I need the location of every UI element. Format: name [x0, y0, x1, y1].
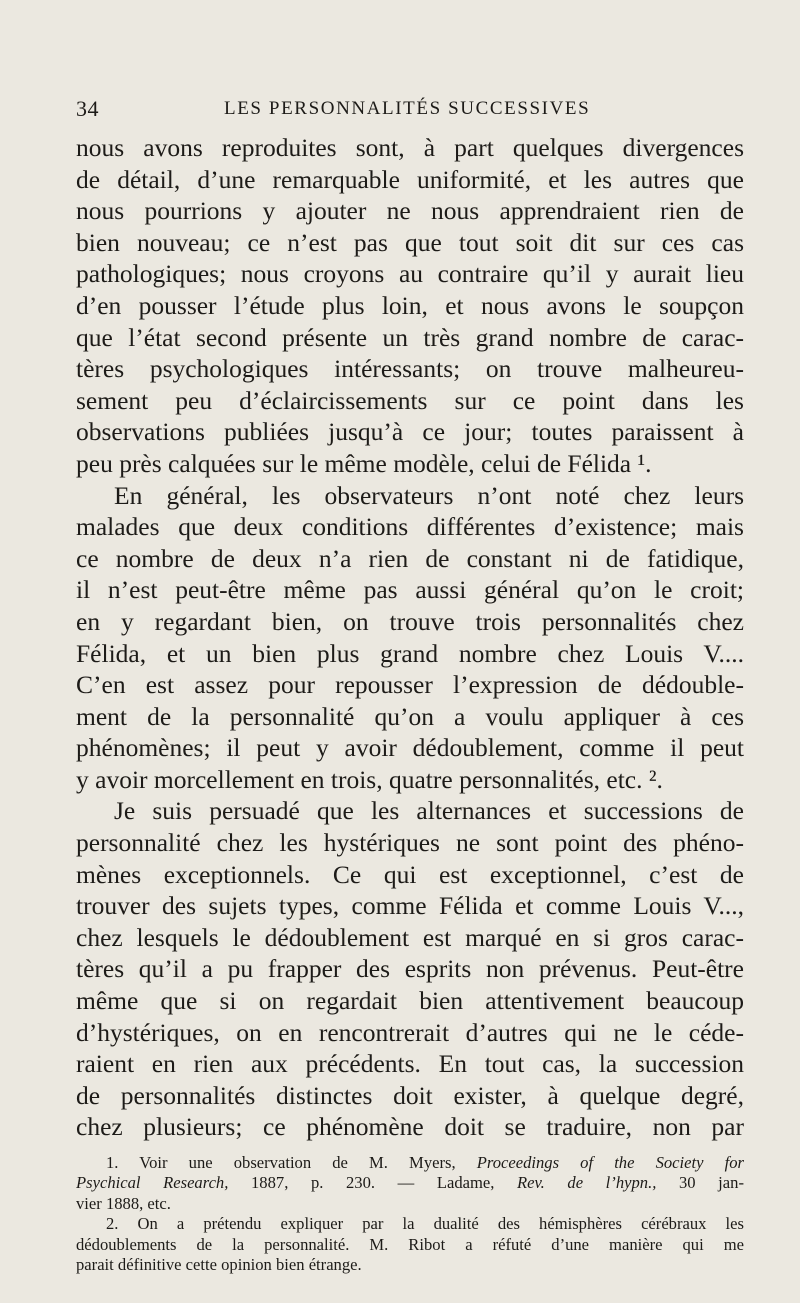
text-line: y avoir morcellement en trois, quatre personnalités, etc. ².	[76, 764, 663, 794]
footnote-1-line	[76, 1153, 744, 1173]
text-line: malades que deux conditions différentes d’existence; mais	[76, 512, 744, 542]
footnote-italic-title: Rev. de l’hypn.,	[517, 1173, 657, 1193]
footnote-2-line: parait définitive cette opinion bien étrange.	[76, 1254, 362, 1274]
text-line: en y regardant bien, on trouve trois personnalités chez	[76, 606, 744, 636]
footnote-2-line: dédoublements de la personnalité. M. Ribot a réfuté d’une manière qui me	[76, 1234, 744, 1254]
text-line: tères qu’il a pu frapper des esprits non prévenus. Peut-être	[76, 954, 744, 984]
text-line: trouver des sujets types, comme Félida et comme Louis V...,	[76, 891, 744, 921]
text-line: Félida, et un bien plus grand nombre chez Louis V....	[76, 638, 744, 668]
text-line: nous avons reproduites sont, à part quelques divergences	[76, 133, 744, 162]
footnote-text: 1887, p. 230. — Ladame,	[251, 1173, 495, 1193]
text-line: phénomènes; il peut y avoir dédoublement, comme il peut	[76, 733, 744, 763]
footnote-italic-title: Psychical Research,	[76, 1173, 229, 1193]
text-line: sement peu d’éclaircissements sur ce point dans les	[76, 385, 744, 415]
footnote-1-line: vier 1888, etc.	[76, 1193, 171, 1213]
footnote-1-line	[76, 1173, 744, 1193]
text-line: peu près calquées sur le même modèle, celui de Félida ¹.	[76, 448, 652, 478]
text-line: ment de la personnalité qu’on a voulu appliquer à ces	[76, 701, 744, 731]
text-line: tères psychologiques intéressants; on trouve malheureu-	[76, 354, 744, 384]
text-line: d’en pousser l’étude plus loin, et nous avons le soupçon	[76, 290, 744, 320]
text-line: même que si on regardait bien attentivement beaucoup	[76, 986, 744, 1016]
text-line: Je suis persuadé que les alternances et successions de	[114, 796, 744, 826]
text-line: il n’est peut-être même pas aussi général qu’on le croit;	[76, 575, 744, 605]
footnote-text: 30 jan-	[678, 1173, 744, 1193]
text-line: mènes exceptionnels. Ce qui est exceptionnel, c’est de	[76, 859, 744, 889]
text-line: bien nouveau; ce n’est pas que tout soit dit sur ces cas	[76, 227, 744, 257]
text-line: raient en rien aux précédents. En tout cas, la succession	[76, 1049, 744, 1079]
text-line: personnalité chez les hystériques ne sont point des phéno-	[76, 828, 744, 858]
footnotes	[76, 1153, 744, 1275]
text-line: de détail, d’une remarquable uniformité, et les autres que	[76, 164, 744, 194]
text-line: C’en est assez pour repousser l’expression de dédouble-	[76, 670, 744, 700]
text-line: de personnalités distinctes doit exister, à quelque degré,	[76, 1080, 744, 1110]
text-line: observations publiées jusqu’à ce jour; toutes paraissent à	[76, 417, 744, 447]
text-line: nous pourrions y ajouter ne nous apprendraient rien de	[76, 196, 744, 226]
footnote-italic-title: Proceedings of the Society for	[476, 1153, 744, 1172]
text-line: chez plusieurs; ce phénomène doit se traduire, non par	[76, 1112, 744, 1142]
text-line: ce nombre de deux n’a rien de constant ni de fatidique,	[76, 543, 744, 573]
footnote-text: 1. Voir une observation de M. Myers,	[106, 1153, 456, 1172]
text-line: pathologiques; nous croyons au contraire qu’il y aurait lieu	[76, 259, 744, 289]
page-number: 34	[76, 96, 99, 121]
page-header	[76, 96, 744, 130]
text-line: chez lesquels le dédoublement est marqué en si gros carac-	[76, 922, 744, 952]
text-line: que l’état second présente un très grand nombre de carac-	[76, 322, 744, 352]
text-line: d’hystériques, on en rencontrerait d’autres qui ne le céde-	[76, 1017, 744, 1047]
running-head: LES PERSONNALITÉS SUCCESSIVES	[224, 98, 591, 119]
footnote-2-line: 2. On a prétendu expliquer par la dualité des hémisphères cérébraux les	[106, 1214, 744, 1234]
body-text	[76, 132, 744, 1143]
text-line: En général, les observateurs n’ont noté chez leurs	[114, 480, 744, 510]
